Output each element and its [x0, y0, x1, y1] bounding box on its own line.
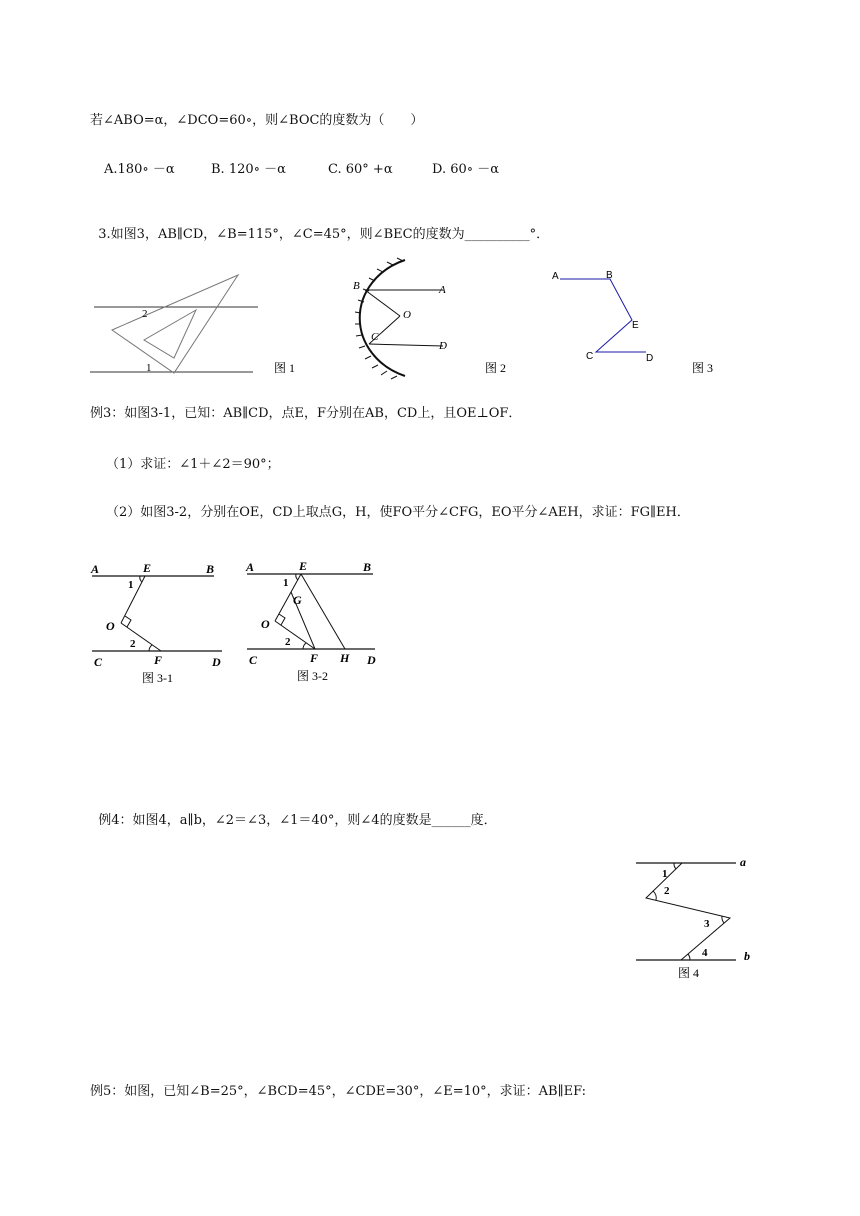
fig32-label-d: D: [367, 653, 376, 667]
fig31-arc-2: [149, 645, 152, 651]
fig4-arc-1: [674, 863, 676, 869]
fig32-label-a: A: [246, 560, 255, 574]
fig32-arc-2: [303, 643, 306, 649]
fig2-label-b: B: [353, 280, 360, 292]
fig3-path: [560, 279, 646, 352]
option-d: D. 60∘ －α: [432, 162, 500, 177]
fig31-label-a: A: [91, 562, 100, 576]
figure-3: [548, 266, 728, 381]
fig32-arc-1: [296, 574, 298, 580]
fig32-label-h: H: [340, 651, 350, 665]
fig31-right-angle: [125, 616, 131, 627]
fig32-caption: 图 3-2: [297, 669, 328, 683]
fig3-label-c: C: [586, 351, 594, 362]
fig32-label-g: G: [293, 593, 302, 607]
fig2-line-bo: [365, 290, 400, 316]
fig4-arc-4: [688, 954, 690, 960]
fig32-label-2: 2: [285, 636, 291, 648]
fig2-caption: 图 2: [485, 361, 507, 375]
fig31-label-d: D: [212, 655, 221, 669]
fig32-label-c: C: [249, 653, 258, 667]
example-3: 例3：如图3-1，已知：AB∥CD，点E，F分别在AB，CD上，且OE⊥OF．: [90, 406, 522, 421]
fig31-arc-1: [140, 576, 142, 582]
fig32-right-angle: [279, 614, 285, 625]
example-4: [90, 797, 497, 829]
example-5: 例5：如图，已知∠B=25°，∠BCD=45°，∠CDE=30°，∠E=10°，求证：AB∥EF:: [90, 1084, 587, 1099]
question-3: [90, 211, 549, 243]
fig2-label-a: A: [439, 284, 446, 296]
figure-2: [345, 256, 525, 381]
fig31-label-e: E: [143, 561, 152, 575]
fig4-label-3: 3: [704, 918, 710, 930]
option-a: A.180∘ －α: [104, 162, 175, 177]
fig4-label-2: 2: [664, 885, 670, 897]
fig4-label-a: a: [740, 855, 746, 869]
fig1-label-1: 1: [146, 362, 152, 374]
fig4-arc-2: [653, 891, 656, 900]
fig31-label-2: 2: [130, 638, 136, 650]
fig31-line-of: [121, 623, 161, 651]
fig31-caption: 图 3-1: [142, 671, 173, 685]
fig32-label-b: B: [363, 560, 372, 574]
fig4-caption: 图 4: [678, 966, 700, 980]
fig4-zigzag: [646, 863, 730, 960]
example-3-part-2: （2）如图3-2，分别在OE，CD上取点G，H，使FO平分∠CFG，EO平分∠AEH，求证：FG∥EH．: [106, 505, 690, 520]
option-b: B. 120∘ －α: [211, 162, 286, 177]
fig3-label-b: B: [606, 270, 613, 281]
fig4-label-b: b: [744, 949, 750, 963]
fig32-label-e: E: [299, 559, 308, 573]
fig4-arc-3: [722, 916, 724, 923]
example-4-text: 例4：如图4，a∥b，∠2＝∠3，∠1＝40°，则∠4的度数是: [98, 813, 432, 828]
figure-3-1: [88, 558, 233, 688]
example-4-tail: 度．: [470, 813, 497, 828]
question-3-blank: __________: [464, 227, 530, 242]
fig1-label-2: 2: [142, 308, 148, 320]
fig2-label-o: O: [403, 309, 411, 321]
fig31-label-1: 1: [128, 579, 134, 591]
fig1-caption: 图 1: [274, 361, 296, 375]
fig2-label-d: D: [439, 340, 447, 352]
example-4-blank: ______: [431, 813, 471, 828]
fig32-label-f: F: [310, 651, 319, 665]
fig1-triangle-outer: [112, 275, 238, 373]
fig31-label-c: C: [94, 655, 103, 669]
figure-3-2: [243, 556, 388, 686]
fig2-line-cd: [369, 344, 443, 346]
question-3-text: 3.如图3，AB∥CD，∠B=115°，∠C=45°，则∠BEC的度数为: [98, 227, 465, 242]
question-prev-text: 若∠ABO=α，∠DCO=60∘，则∠BOC的度数为（ ）: [90, 113, 424, 128]
option-c: C. 60° +α: [328, 162, 393, 177]
fig31-label-f: F: [154, 653, 163, 667]
example-3-part-1: （1）求证：∠1＋∠2＝90°；: [106, 457, 280, 472]
fig32-label-1: 1: [283, 577, 289, 589]
fig2-label-c: C: [371, 331, 379, 343]
fig4-label-4: 4: [702, 947, 708, 959]
fig31-label-o: O: [106, 619, 115, 633]
figure-4: [630, 850, 760, 985]
figure-1: [88, 270, 318, 380]
fig3-caption: 图 3: [692, 361, 714, 375]
fig31-label-b: B: [206, 562, 215, 576]
fig3-label-a: A: [552, 271, 559, 282]
fig32-label-o: O: [261, 617, 270, 631]
fig3-label-d: D: [646, 353, 654, 364]
fig4-label-1: 1: [662, 868, 668, 880]
fig32-line-eh: [301, 574, 345, 649]
fig3-label-e: E: [632, 320, 639, 331]
question-3-tail: °．: [529, 227, 550, 242]
